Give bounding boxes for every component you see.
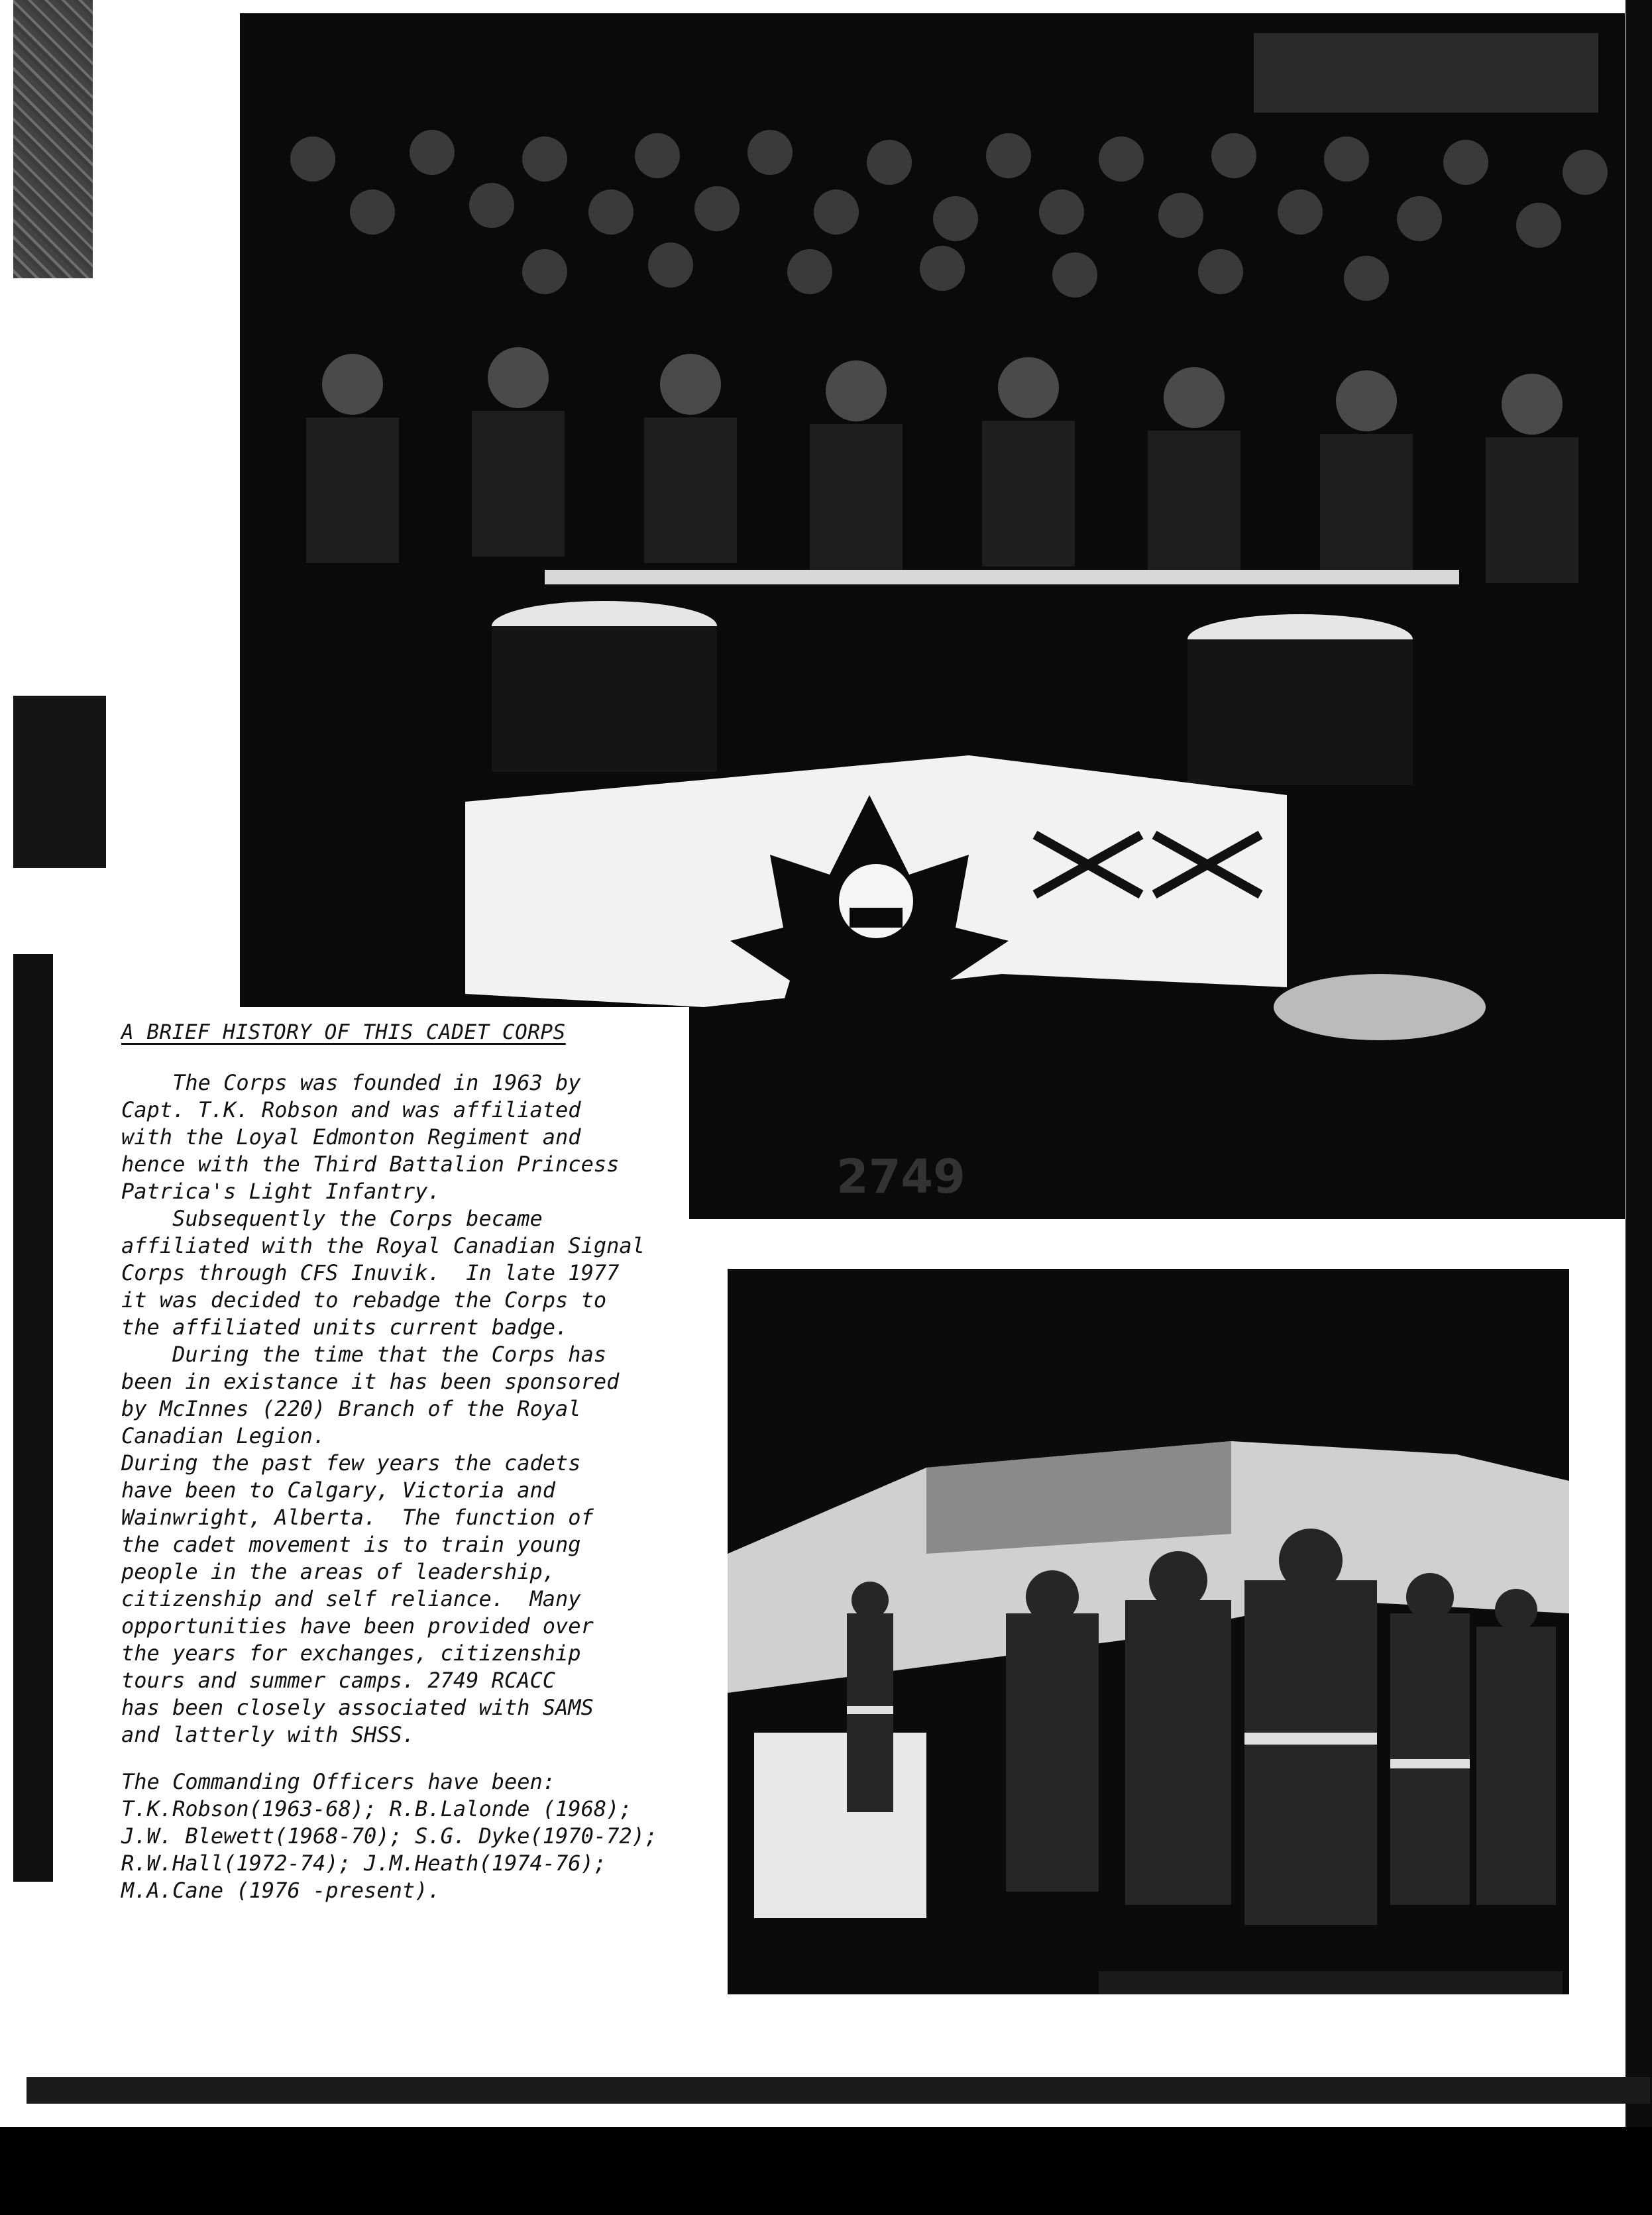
history-title: A BRIEF HISTORY OF THIS CADET CORPS — [121, 1020, 566, 1044]
history-paragraph-activities: During the past few years the cadets have been to Calgary, Victoria and Wainwright, Alberta. The function of the cadet movement is to train young people in the areas of leadership, citizenship and self reliance. Many opportunities have been provided over the years for exchanges, citizenship tours and summer camps. 2749 RCACC has been closely associated with SAMS and latterly with SHSS. — [121, 1450, 594, 1747]
scan-artifact-bottom-band — [0, 2127, 1652, 2215]
cadet-ceremony-photo — [728, 1269, 1569, 1994]
scan-artifact-left-low — [13, 954, 53, 1882]
officers-line: M.A.Cane (1976 -present). — [121, 1878, 441, 1903]
scan-artifact-left-top — [13, 0, 93, 278]
officers-heading: The Commanding Officers have been: — [121, 1769, 556, 1794]
scan-artifact-left-mid — [13, 696, 106, 868]
cadet-ceremony-photo-drawing — [728, 1269, 1569, 1994]
scan-artifact-right — [1625, 0, 1652, 2215]
commanding-officers — [116, 1768, 683, 1904]
scan-artifact-bottom-rule — [27, 2077, 1650, 2104]
officers-line: T.K.Robson(1963-68); R.B.Lalonde (1968); — [121, 1796, 632, 1821]
history-paragraph-affiliation: Subsequently the Corps became affiliated with the Royal Canadian Signal Corps through CFS Inuvik. In late 1977 it was decided to rebadge the Corps to the affiliated units current badge. — [121, 1206, 645, 1340]
officers-line: J.W. Blewett(1968-70); S.G. Dyke(1970-72); — [121, 1823, 658, 1849]
history-paragraph-founding: The Corps was founded in 1963 by Capt. T.K. Robson and was affiliated with the Loyal Edmonton Regiment and hence with the Third Battalion Princess Patrica's Light Infantry. — [121, 1070, 620, 1204]
officers-line: R.W.Hall(1972-74); J.M.Heath(1974-76); — [121, 1851, 607, 1876]
flag-number: 2749 — [836, 1150, 965, 1204]
history-text-panel — [109, 1007, 689, 1968]
history-paragraph-sponsor: During the time that the Corps has been in existance it has been sponsored by McInnes (220) Branch of the Royal Canadian Legion. — [121, 1342, 620, 1448]
